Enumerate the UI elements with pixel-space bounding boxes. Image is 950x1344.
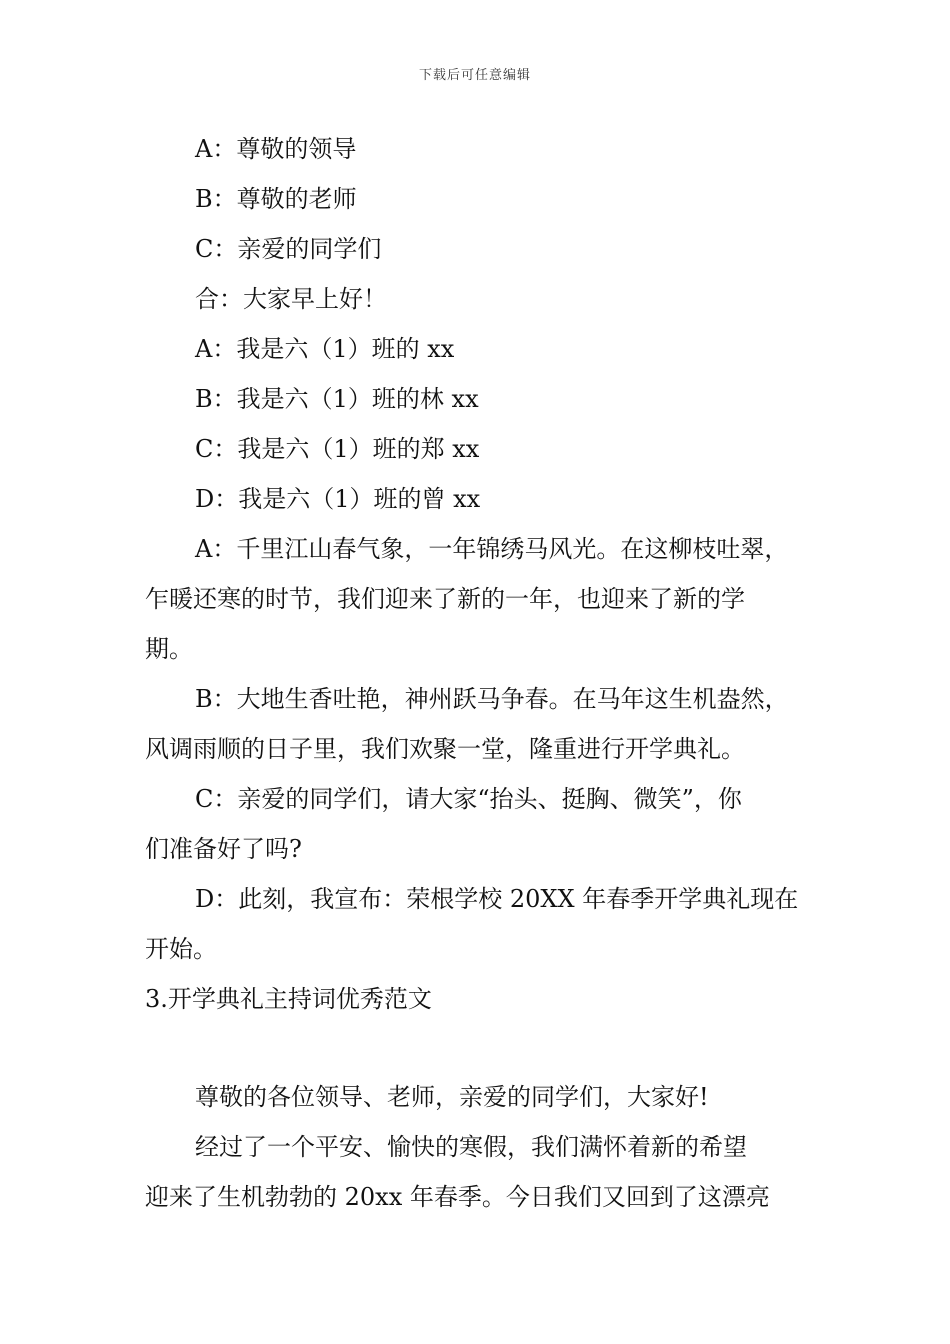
text-line: 乍暖还寒的时节，我们迎来了新的一年，也迎来了新的学 (145, 585, 745, 613)
text-line: 开始。 (145, 935, 217, 963)
section-heading: 3.开学典礼主持词优秀范文 (145, 985, 432, 1013)
page-header: 下载后可任意编辑 (418, 68, 531, 83)
paragraph-spacer (145, 1024, 815, 1072)
text-line: D：此刻，我宣布：荣根学校 20XX 年春季开学典礼现在 (195, 885, 799, 913)
text-line: 尊敬的各位领导、老师，亲爱的同学们，大家好! (195, 1083, 709, 1111)
text-line: B：我是六（1）班的林 xx (195, 385, 479, 413)
text-line: A：千里江山春气象，一年锦绣马风光。在这柳枝吐翠， (195, 535, 789, 563)
text-line: B：尊敬的老师 (195, 185, 357, 213)
text-line: 们准备好了吗? (145, 835, 302, 863)
text-line: A：尊敬的领导 (195, 135, 357, 163)
text-line: 风调雨顺的日子里，我们欢聚一堂，隆重进行开学典礼。 (145, 735, 745, 763)
text-line: C：我是六（1）班的郑 xx (195, 435, 480, 463)
text-line: B：大地生香吐艳，神州跃马争春。在马年这生机盎然， (195, 685, 789, 713)
text-line: 合：大家早上好！ (195, 285, 387, 313)
text-line: 期。 (145, 635, 193, 663)
text-line: A：我是六（1）班的 xx (195, 335, 455, 363)
text-line: 经过了一个平安、愉快的寒假，我们满怀着新的希望 (195, 1133, 747, 1161)
text-line: C：亲爱的同学们，请大家“抬头、挺胸、微笑”，你 (195, 785, 742, 813)
text-line: C：亲爱的同学们 (195, 235, 382, 263)
document-body (145, 124, 815, 1222)
text-line: D：我是六（1）班的曾 xx (195, 485, 481, 513)
text-line: 迎来了生机勃勃的 20xx 年春季。今日我们又回到了这漂亮 (145, 1183, 770, 1211)
